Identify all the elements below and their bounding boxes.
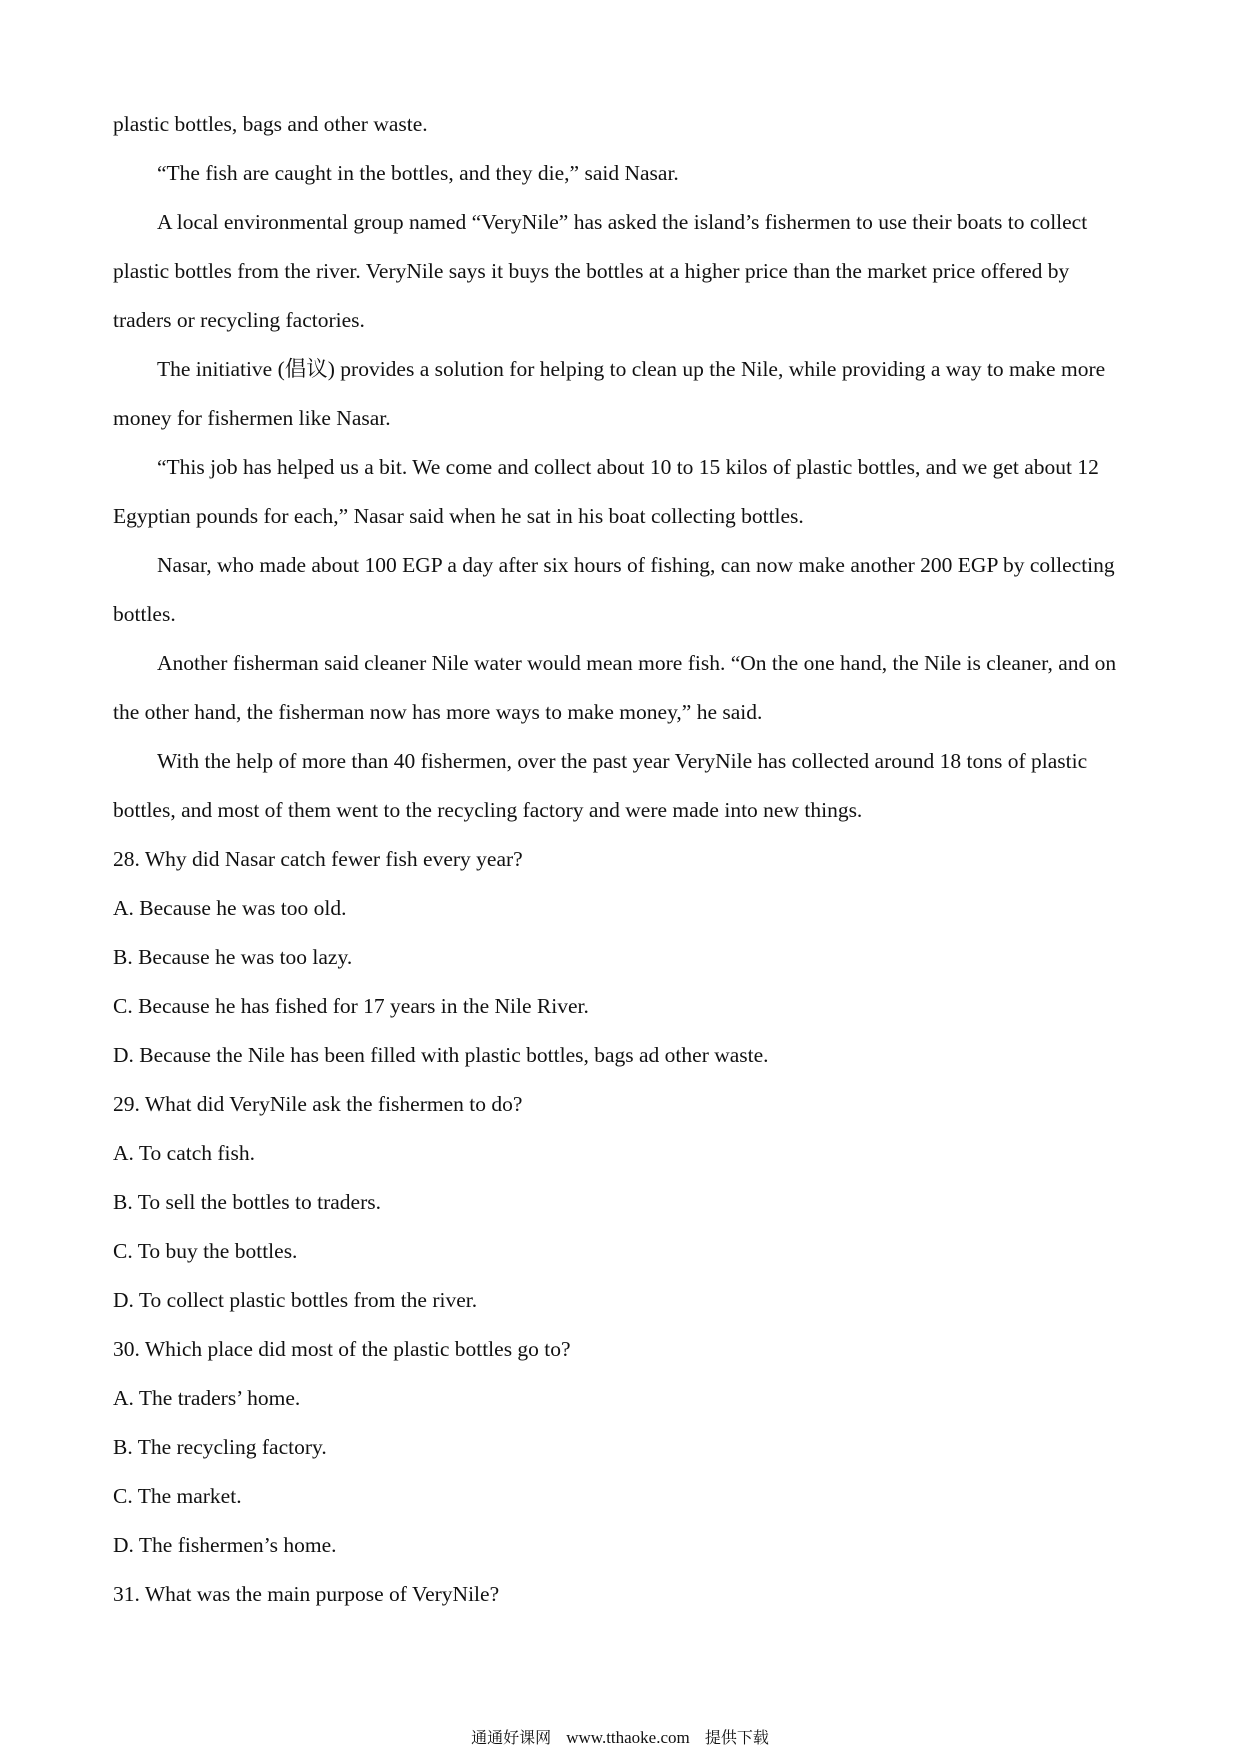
question-stem: 28. Why did Nasar catch fewer fish every year? — [113, 847, 523, 871]
passage-paragraph: “The fish are caught in the bottles, and they die,” said Nasar. — [157, 161, 679, 185]
passage-paragraph: “This job has helped us a bit. We come and collect about 10 to 15 kilos of plastic bottles, and we get about 12 Egyptian pounds for each,” Nasar said when he sat in his boat collecting bottles. — [113, 455, 1099, 528]
passage-paragraph: plastic bottles, bags and other waste. — [113, 112, 428, 136]
passage-paragraph: Another fisherman said cleaner Nile water would mean more fish. “On the one hand, the Nile is cleaner, and on the other hand, the fisherman now has more ways to make money,” he said. — [113, 651, 1117, 724]
document-content — [113, 100, 1133, 1619]
question-block — [113, 1325, 1133, 1570]
question-stem: 29. What did VeryNile ask the fishermen to do? — [113, 1092, 523, 1116]
passage-paragraph: With the help of more than 40 fishermen, over the past year VeryNile has collected around 18 tons of plastic bottles, and most of them went to the recycling factory and were made into new things. — [113, 749, 1088, 822]
answer-option: B. To sell the bottles to traders. — [113, 1190, 382, 1214]
reading-passage — [113, 100, 1133, 835]
answer-option: A. Because he was too old. — [113, 896, 347, 920]
question-block — [113, 1080, 1133, 1325]
answer-option: D. Because the Nile has been filled with plastic bottles, bags ad other waste. — [113, 1043, 769, 1067]
answer-option: C. To buy the bottles. — [113, 1239, 298, 1263]
answer-option: C. The market. — [113, 1484, 242, 1508]
answer-option: C. Because he has fished for 17 years in the Nile River. — [113, 994, 589, 1018]
footer-url: www.tthaoke.com — [566, 1728, 690, 1747]
answer-option: A. To catch fish. — [113, 1141, 255, 1165]
answer-option: D. The fishermen’s home. — [113, 1533, 337, 1557]
answer-option: B. The recycling factory. — [113, 1435, 327, 1459]
question-block — [113, 835, 1133, 1080]
question-list — [113, 835, 1133, 1619]
footer-site-name: 通通好课网 — [471, 1728, 552, 1747]
answer-option: A. The traders’ home. — [113, 1386, 301, 1410]
answer-option: D. To collect plastic bottles from the river. — [113, 1288, 478, 1312]
page-footer — [0, 1728, 1240, 1748]
question-block — [113, 1570, 1133, 1619]
footer-download-note: 提供下载 — [704, 1728, 769, 1747]
answer-option: B. Because he was too lazy. — [113, 945, 353, 969]
passage-paragraph: A local environmental group named “VeryNile” has asked the island’s fishermen to use their boats to collect plastic bottles from the river. VeryNile says it buys the bottles at a higher price than the market price offered by traders or recycling factories. — [113, 210, 1088, 332]
question-stem: 31. What was the main purpose of VeryNile? — [113, 1582, 500, 1606]
passage-paragraph: The initiative (倡议) provides a solution for helping to clean up the Nile, while providing a way to make more money for fishermen like Nasar. — [113, 357, 1106, 430]
passage-paragraph: Nasar, who made about 100 EGP a day after six hours of fishing, can now make another 200 EGP by collecting bottles. — [113, 553, 1115, 626]
question-stem: 30. Which place did most of the plastic bottles go to? — [113, 1337, 571, 1361]
